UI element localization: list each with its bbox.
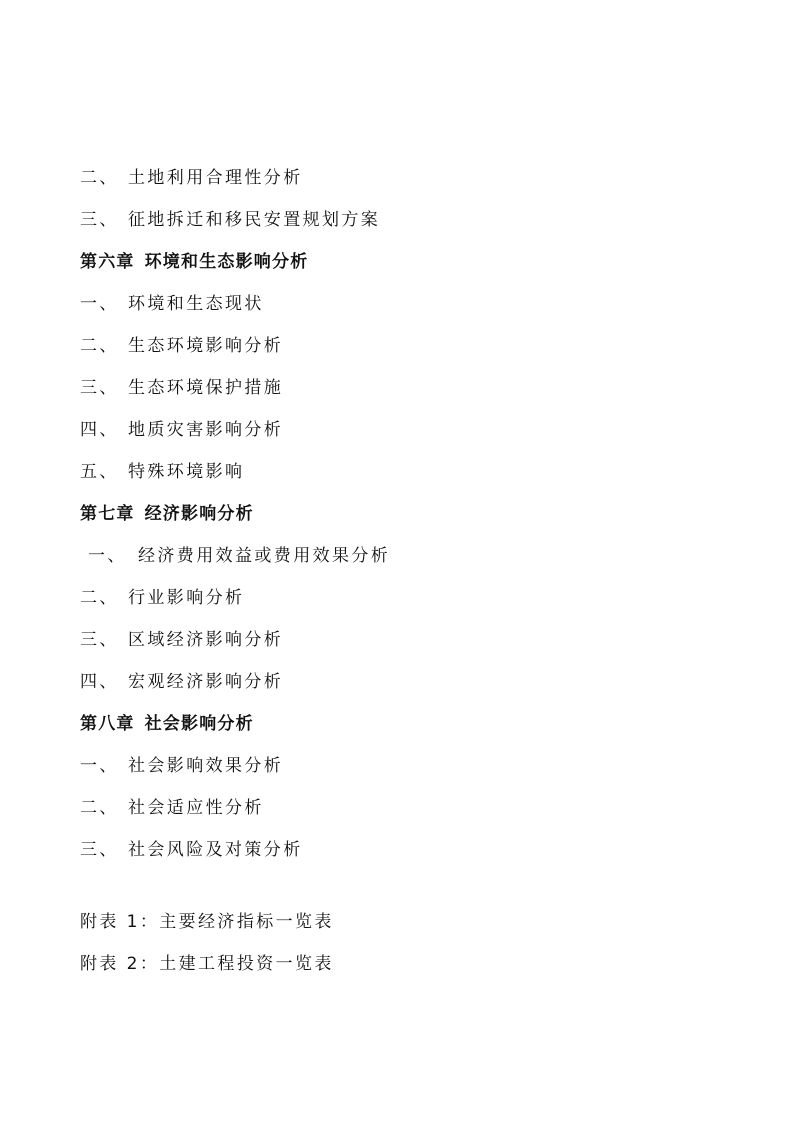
toc-item-text: 区域经济影响分析 — [128, 630, 284, 650]
toc-item-number: 四、 — [80, 672, 119, 692]
appendix-title: 土建工程投资一览表 — [159, 954, 334, 974]
toc-item-text: 环境和生态现状 — [128, 294, 264, 314]
appendix-title: 主要经济指标一览表 — [159, 912, 334, 932]
toc-item-6-4 — [80, 420, 283, 440]
toc-item-8-2 — [80, 798, 264, 818]
chapter-number: 第八章 — [80, 714, 135, 734]
toc-item-number: 二、 — [80, 588, 119, 608]
toc-item-8-1 — [80, 756, 283, 776]
toc-item-text: 生态环境保护措施 — [128, 378, 284, 398]
chapter-title: 环境和生态影响分析 — [144, 252, 309, 272]
chapter-title: 经济影响分析 — [144, 504, 254, 524]
toc-item-number: 二、 — [80, 336, 119, 356]
toc-item-text: 地质灾害影响分析 — [128, 420, 284, 440]
toc-item-text: 行业影响分析 — [128, 588, 245, 608]
toc-item-number: 二、 — [80, 168, 119, 188]
toc-item-6-2 — [80, 336, 283, 356]
toc-item-7-3 — [80, 630, 283, 650]
chapter-8-heading — [80, 714, 254, 734]
toc-item-text: 征地拆迁和移民安置规划方案 — [128, 210, 381, 230]
toc-item-6-5 — [80, 462, 244, 482]
toc-item-5-3 — [80, 210, 380, 230]
toc-item-8-3 — [80, 840, 303, 860]
toc-item-7-2 — [80, 588, 244, 608]
toc-item-text: 社会适应性分析 — [128, 798, 264, 818]
chapter-number: 第七章 — [80, 504, 135, 524]
toc-item-number: 五、 — [80, 462, 119, 482]
toc-item-number: 一、 — [88, 546, 127, 566]
toc-item-7-1 — [88, 546, 390, 566]
chapter-6-heading — [80, 252, 308, 272]
toc-item-text: 社会风险及对策分析 — [128, 840, 303, 860]
toc-item-text: 生态环境影响分析 — [128, 336, 284, 356]
toc-item-7-4 — [80, 672, 283, 692]
toc-item-text: 土地利用合理性分析 — [128, 168, 303, 188]
appendix-label: 附表 1： — [80, 912, 160, 932]
toc-item-number: 四、 — [80, 420, 119, 440]
toc-item-5-2 — [80, 168, 303, 188]
toc-item-number: 二、 — [80, 798, 119, 818]
toc-item-number: 三、 — [80, 630, 119, 650]
appendix-label: 附表 2： — [80, 954, 160, 974]
toc-item-text: 特殊环境影响 — [128, 462, 245, 482]
toc-item-text: 经济费用效益或费用效果分析 — [138, 546, 391, 566]
toc-item-number: 三、 — [80, 378, 119, 398]
toc-item-6-3 — [80, 378, 283, 398]
chapter-7-heading — [80, 504, 254, 524]
toc-item-text: 社会影响效果分析 — [128, 756, 284, 776]
toc-item-text: 宏观经济影响分析 — [128, 672, 284, 692]
appendix-table-2 — [80, 954, 334, 974]
chapter-title: 社会影响分析 — [144, 714, 254, 734]
toc-item-number: 三、 — [80, 840, 119, 860]
chapter-number: 第六章 — [80, 252, 135, 272]
toc-item-number: 一、 — [80, 294, 119, 314]
toc-item-6-1 — [80, 294, 264, 314]
toc-item-number: 三、 — [80, 210, 119, 230]
toc-item-number: 一、 — [80, 756, 119, 776]
appendix-table-1 — [80, 912, 334, 932]
